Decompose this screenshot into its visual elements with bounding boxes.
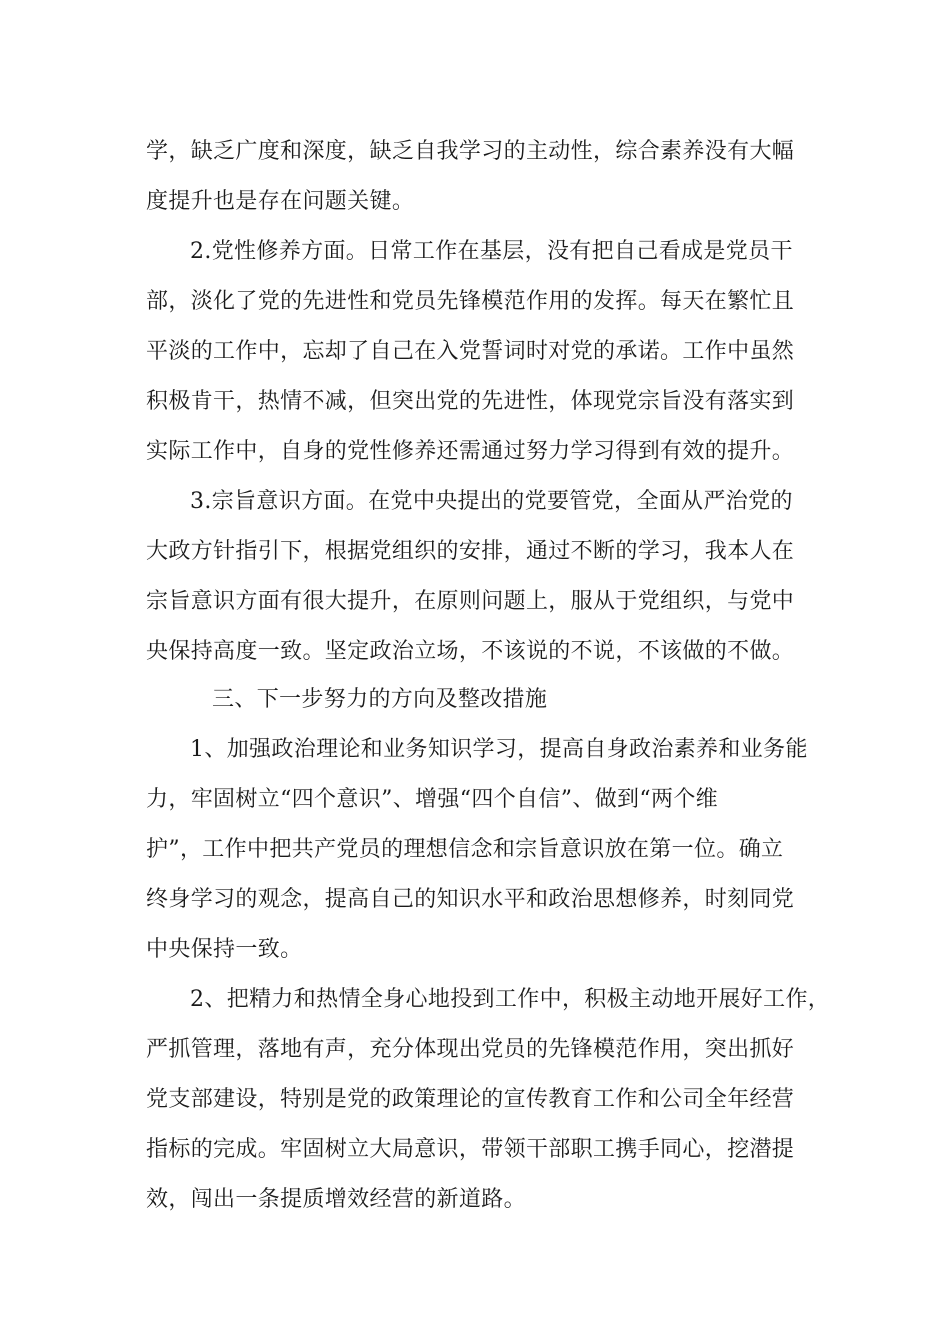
text-line: 央保持高度一致。坚定政治立场，不该说的不说，不该做的不做。 (146, 639, 795, 664)
text-line: 护”，工作中把共产党员的理想信念和宗旨意识放在第一位。确立 (146, 837, 784, 862)
text-line: 党支部建设，特别是党的政策理论的宣传教育工作和公司全年经营 (146, 1087, 795, 1112)
text-line: 严抓管理，落地有声，充分体现出党员的先锋模范作用，突出抓好 (146, 1037, 795, 1062)
paragraph-start-line: 2.党性修养方面。日常工作在基层，没有把自己看成是党员干 (190, 239, 793, 264)
text-line: 平淡的工作中，忘却了自己在入党誓词时对党的承诺。工作中虽然 (146, 339, 795, 364)
text-line: 指标的完成。牢固树立大局意识，带领干部职工携手同心，挖潜提 (146, 1137, 795, 1162)
text-line: 学，缺乏广度和深度，缺乏自我学习的主动性，综合素养没有大幅 (146, 139, 795, 164)
paragraph-start-line: 1、加强政治理论和业务知识学习，提高自身政治素养和业务能 (190, 737, 808, 762)
text-line: 效，闯出一条提质增效经营的新道路。 (146, 1187, 526, 1212)
text-line: 宗旨意识方面有很大提升，在原则问题上，服从于党组织，与党中 (146, 589, 795, 614)
text-line: 部，淡化了党的先进性和党员先锋模范作用的发挥。每天在繁忙且 (146, 289, 795, 314)
section-heading: 三、下一步努力的方向及整改措施 (212, 687, 548, 712)
text-line: 积极肯干，热情不减，但突出党的先进性，体现党宗旨没有落实到 (146, 389, 795, 414)
text-line: 大政方针指引下，根据党组织的安排，通过不断的学习，我本人在 (146, 539, 795, 564)
text-line: 实际工作中，自身的党性修养还需通过努力学习得到有效的提升。 (146, 439, 795, 464)
text-line: 力，牢固树立“四个意识”、增强“四个自信”、做到“两个维 (146, 787, 719, 812)
text-line: 中央保持一致。 (146, 937, 303, 962)
paragraph-start-line: 3.宗旨意识方面。在党中央提出的党要管党，全面从严治党的 (190, 489, 793, 514)
text-line: 度提升也是存在问题关键。 (146, 189, 415, 214)
paragraph-start-line: 2、把精力和热情全身心地投到工作中，积极主动地开展好工作， (190, 987, 831, 1012)
text-line: 终身学习的观念，提高自己的知识水平和政治思想修养，时刻同党 (146, 887, 795, 912)
